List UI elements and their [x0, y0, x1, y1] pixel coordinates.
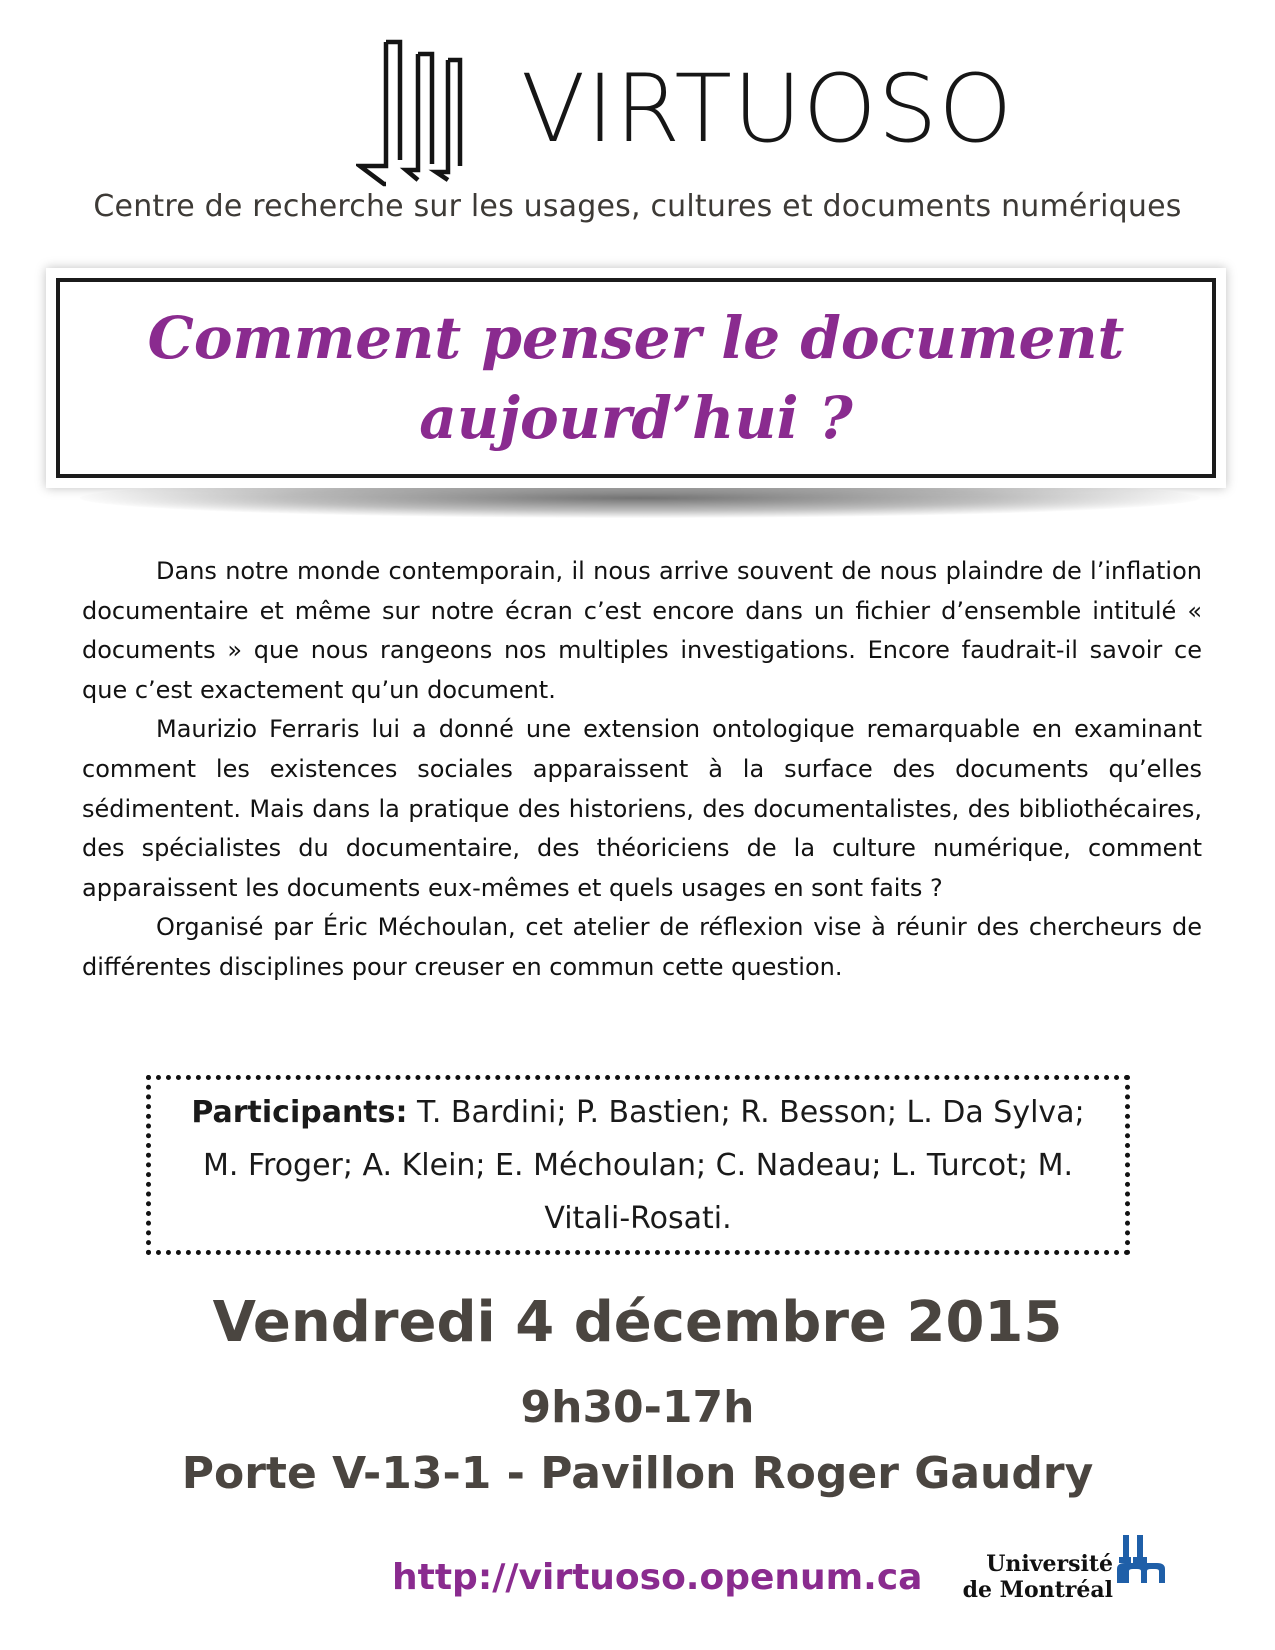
udem-logo-icon	[1117, 1535, 1165, 1583]
university-name	[963, 1551, 1113, 1603]
description	[82, 552, 1202, 988]
description-paragraph: Dans notre monde contemporain, il nous arrive souvent de nous plaindre de l’inflation documentaire et même sur notre écran c’est encore dans un fichier d’ensemble intitulé « documents » que nous rangeons nos multiples investigations. Encore faudrait-il savoir ce que c’est exactement qu’un document.	[82, 557, 1202, 704]
participants-box	[146, 1075, 1130, 1255]
event-time: 9h30-17h	[520, 1382, 755, 1433]
brand-name: VIRTUOSO	[521, 55, 1014, 164]
title-frame	[46, 268, 1226, 488]
event-title-line-2: aujourd’hui ?	[419, 384, 853, 452]
participants-label: Participants:	[191, 1094, 408, 1130]
participants-text	[191, 1086, 1085, 1245]
title-frame-border	[56, 278, 1216, 478]
virtuoso-bracket-logo-icon	[356, 38, 496, 188]
center-subtitle: Centre de recherche sur les usages, cultures et documents numériques	[93, 189, 1182, 224]
description-paragraph: Organisé par Éric Méchoulan, cet atelier de réflexion vise à réunir des chercheurs de différentes disciplines pour creuser en commun cette question.	[82, 913, 1202, 981]
description-paragraph: Maurizio Ferraris lui a donné une extension ontologique remarquable en examinant comment les existences sociales apparaissent à la surface des documents qu’elles sédimentent. Mais dans la pratique des historiens, des documentalistes, des bibliothécaires, des spécialistes du documentaire, des théoriciens de la culture numérique, comment apparaissent les documents eux-mêmes et quels usages en sont faits ?	[82, 715, 1202, 902]
event-place: Porte V-13-1 - Pavillon Roger Gaudry	[181, 1448, 1094, 1499]
university-name-line-1: Université	[986, 1551, 1113, 1577]
participants-names: T. Bardini; P. Bastien; R. Besson; L. Da Sylva; M. Froger; A. Klein; E. Méchoulan; C. Nadeau; L. Turcot; M. Vitali-Rosati.	[203, 1094, 1085, 1236]
event-title-line-1: Comment penser le document	[147, 304, 1125, 372]
website-link[interactable]: http://virtuoso.openum.ca	[392, 1557, 923, 1598]
virtuoso-logo	[356, 38, 1014, 188]
event-date: Vendredi 4 décembre 2015	[212, 1290, 1063, 1355]
university-logo	[962, 1535, 1193, 1615]
university-name-line-2: de Montréal	[962, 1577, 1113, 1603]
